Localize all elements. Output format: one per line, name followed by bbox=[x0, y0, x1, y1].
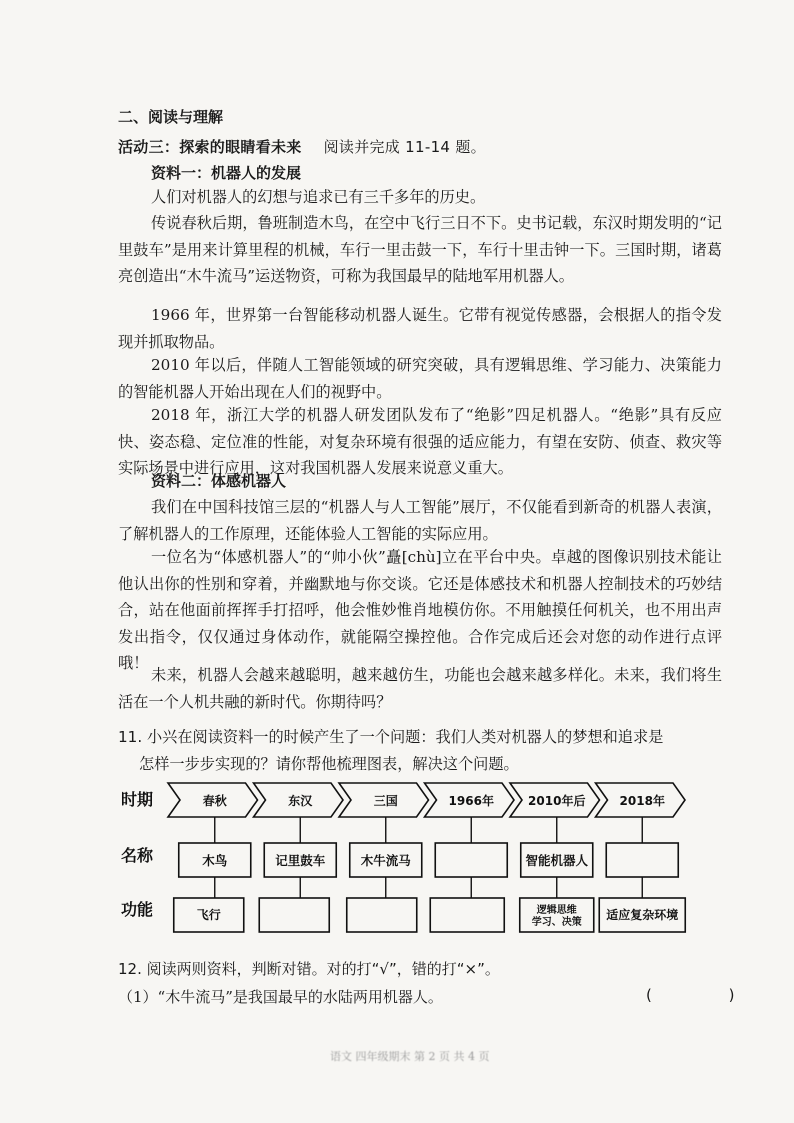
period-label-2: 三国 bbox=[373, 794, 398, 808]
material1-para-2: 传说春秋后期，鲁班制造木鸟，在空中飞行三日不下。史书记载，东汉时期发明的“记里鼓车”是用来计算里程的机械，车行一里击鼓一下，车行十里击钟一下。三国时期，诸葛亮创造出“木牛流马”运送物资，可称为我国最早的陆地军用机器人。 bbox=[118, 214, 722, 286]
page-footer: 语文 四年级期末 第 2 页 共 4 页 bbox=[330, 1050, 490, 1063]
row-label-1: 名称 bbox=[120, 846, 154, 865]
q12-item-1: （1）“木牛流马”是我国最早的水陆两用机器人。 bbox=[118, 988, 443, 1006]
name-text-2: 木牛流马 bbox=[360, 853, 411, 868]
material1-para-4: 2010 年以后，伴随人工智能领域的研究突破，具有逻辑思维、学习能力、决策能力的智能机器人开始出现在人们的视野中。 bbox=[118, 356, 722, 401]
function-text-4: 逻辑思维学习、决策 bbox=[531, 905, 582, 928]
material1-heading: 资料一：机器人的发展 bbox=[151, 164, 302, 182]
material1-para-5: 2018 年，浙江大学的机器人研发团队发布了“绝影”四足机器人。“绝影”具有反应快、姿态稳、定位准的性能，对复杂环境有很强的适应能力，有望在安防、侦查、救灾等实际场景中进行应用，这对我国机器人发展来说意义重大。 bbox=[118, 406, 722, 478]
period-label-1: 东汉 bbox=[288, 794, 313, 808]
material2-heading: 资料二：体感机器人 bbox=[151, 472, 287, 490]
name-box-3 bbox=[435, 843, 507, 877]
name-text-0: 木鸟 bbox=[202, 853, 228, 868]
function-text-5: 适应复杂环境 bbox=[606, 908, 679, 922]
material2-para-3: 未来，机器人会越来越聪明，越来越仿生，功能也会越来越多样化。未来，我们将生活在一个人机共融的新时代。你期待吗？ bbox=[118, 666, 722, 711]
q11-line2: 怎样一步步实现的？请你帮他梳理图表，解决这个问题。 bbox=[139, 755, 519, 773]
material2-para-2: 一位名为“体感机器人”的“帅小伙”矗[chù]立在平台中央。卓越的图像识别技术能让他认出你的性别和穿着，并幽默地与你交谈。它还是体感技术和机器人控制技术的巧妙结合，站在他面前挥挥手打招呼，他会惟妙惟肖地模仿你。不用触摸任何机关，也不用出声发出指令，仅仅通过身体动作，就能隔空操控他。合作完成后还会对您的动作进行点评哦！ bbox=[118, 548, 722, 673]
name-box-5 bbox=[606, 843, 678, 877]
activity-title: 活动三：探索的眼睛看未来 bbox=[118, 138, 302, 156]
period-label-5: 2018年 bbox=[619, 794, 665, 808]
function-box-3 bbox=[430, 898, 504, 932]
name-text-1: 记里鼓车 bbox=[275, 853, 326, 868]
function-box-2 bbox=[347, 898, 417, 932]
activity-instruction: 阅读并完成 11-14 题。 bbox=[323, 138, 486, 156]
period-label-3: 1966年 bbox=[448, 794, 494, 808]
question-12: 12. 阅读两则资料，判断对错。对的打“√”，错的打“×”。 bbox=[118, 960, 500, 978]
answer-parentheses[interactable]: ( ) bbox=[646, 986, 771, 1004]
material1-para-3: 1966 年，世界第一台智能移动机器人诞生。它带有视觉传感器，会根据人的指令发现并抓取物品。 bbox=[118, 306, 722, 351]
period-label-4: 2010年后 bbox=[528, 794, 586, 808]
period-label-0: 春秋 bbox=[202, 794, 227, 808]
material1-para-1: 人们对机器人的幻想与追求已有三千多年的历史。 bbox=[151, 188, 486, 206]
row-label-2: 功能 bbox=[120, 900, 154, 919]
section-title: 二、阅读与理解 bbox=[118, 108, 224, 126]
function-box-1 bbox=[259, 898, 329, 932]
row-label-0: 时期 bbox=[120, 790, 154, 809]
name-text-4: 智能机器人 bbox=[525, 853, 589, 868]
q11-line1: 11. 小兴在阅读资料一的时候产生了一个问题：我们人类对机器人的梦想和追求是 bbox=[118, 728, 664, 746]
function-text-0: 飞行 bbox=[196, 908, 221, 922]
material2-para-1: 我们在中国科技馆三层的“机器人与人工智能”展厅，不仅能看到新奇的机器人表演，了解机器人的工作原理，还能体验人工智能的实际应用。 bbox=[118, 498, 722, 543]
